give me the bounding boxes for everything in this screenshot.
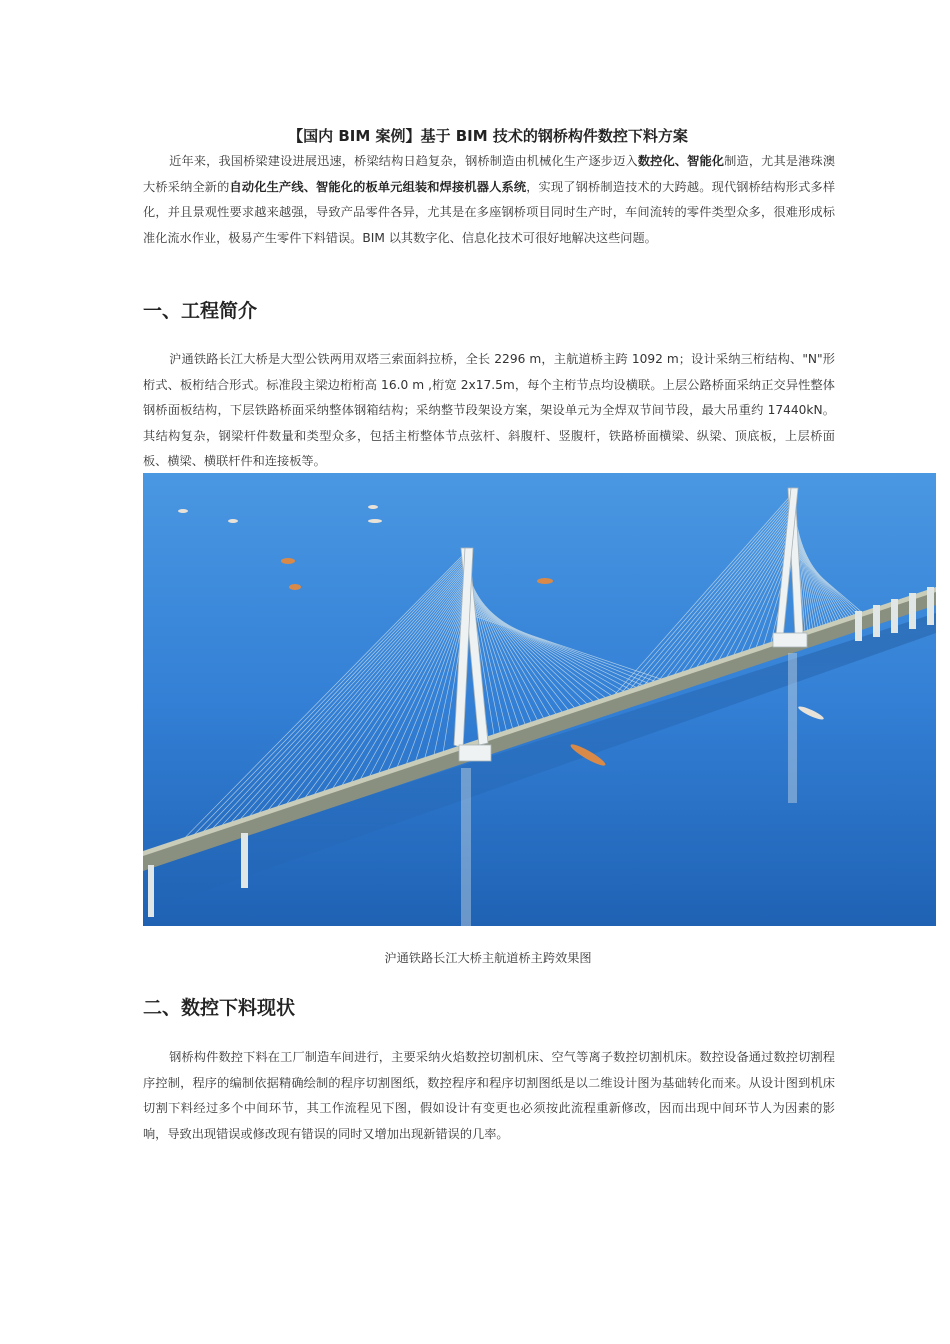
section1-body: 沪通铁路长江大桥是大型公铁两用双塔三索面斜拉桥，全长 2296 m，主航道桥主跨 1092 m；设计采纳三桁结构、"N"形桁式、板桁结合形式。标准段主梁边桁桁高 16.0 m ,桁宽 2x17.5m，每个主桁节点均设横联。上层公路桥面采纳正交异性整体钢桥面板结构，下层铁路桥面采纳整体钢箱结构；采纳整节段架设方案，架设单元为全焊双节间节段，最大吊重约 17440kN。其结构复杂，钢梁杆件数量和类型众多，包括主桁整体节点弦杆、斜腹杆、竖腹杆，铁路桥面横梁、纵梁、顶底板，上层桥面板、横梁、横联杆件和连接板等。 <box>143 352 835 468</box>
intro-text-2: 制造，尤其是港珠澳大桥采纳全新的 <box>143 154 836 194</box>
intro-bold-1: 数控化、智能化 <box>637 154 725 168</box>
intro-text-3: ，实现了钢桥制造技术的大跨越。现代钢桥结构形式多样化，并且景观性要求越来越强，导致产品零件各异，尤其是在多座钢桥项目同时生产时，车间流转的零件类型众多，很难形成标准化流水作业，极易产生零件下料错误。BIM 以其数字化、信息化技术可很好地解决这些问题。 <box>143 179 836 245</box>
figure-caption: 沪通铁路长江大桥主航道桥主跨效果图 <box>384 951 592 965</box>
section1-heading: 一、工程简介 <box>143 300 258 322</box>
page-title: 【国内 BIM 案例】基于 BIM 技术的钢桥构件数控下料方案 <box>288 127 688 145</box>
section1-paragraph <box>143 347 835 475</box>
intro-paragraph <box>143 149 835 251</box>
section2-heading: 二、数控下料现状 <box>143 997 296 1019</box>
section2-paragraph <box>143 1045 835 1147</box>
intro-text-1: 近年来，我国桥梁建设进展迅速，桥梁结构日趋复杂，钢桥制造由机械化生产逐步迈入 <box>169 154 638 168</box>
section2-body: 钢桥构件数控下料在工厂制造车间进行，主要采纳火焰数控切割机床、空气等离子数控切割机床。数控设备通过数控切割程序控制，程序的编制依据精确绘制的程序切割图纸，数控程序和程序切割图纸是以二维设计图为基础转化而来。从设计图到机床切割下料经过多个中间环节，其工作流程见下图，假如设计有变更也必须按此流程重新修改，因而出现中间环节人为因素的影响，导致出现错误或修改现有错误的同时又增加出现新错误的几率。 <box>143 1050 835 1141</box>
bridge-figure <box>143 473 936 926</box>
bridge-illustration <box>143 473 936 926</box>
intro-bold-2: 自动化生产线、智能化的板单元组装和焊接机器人系统 <box>229 179 527 194</box>
